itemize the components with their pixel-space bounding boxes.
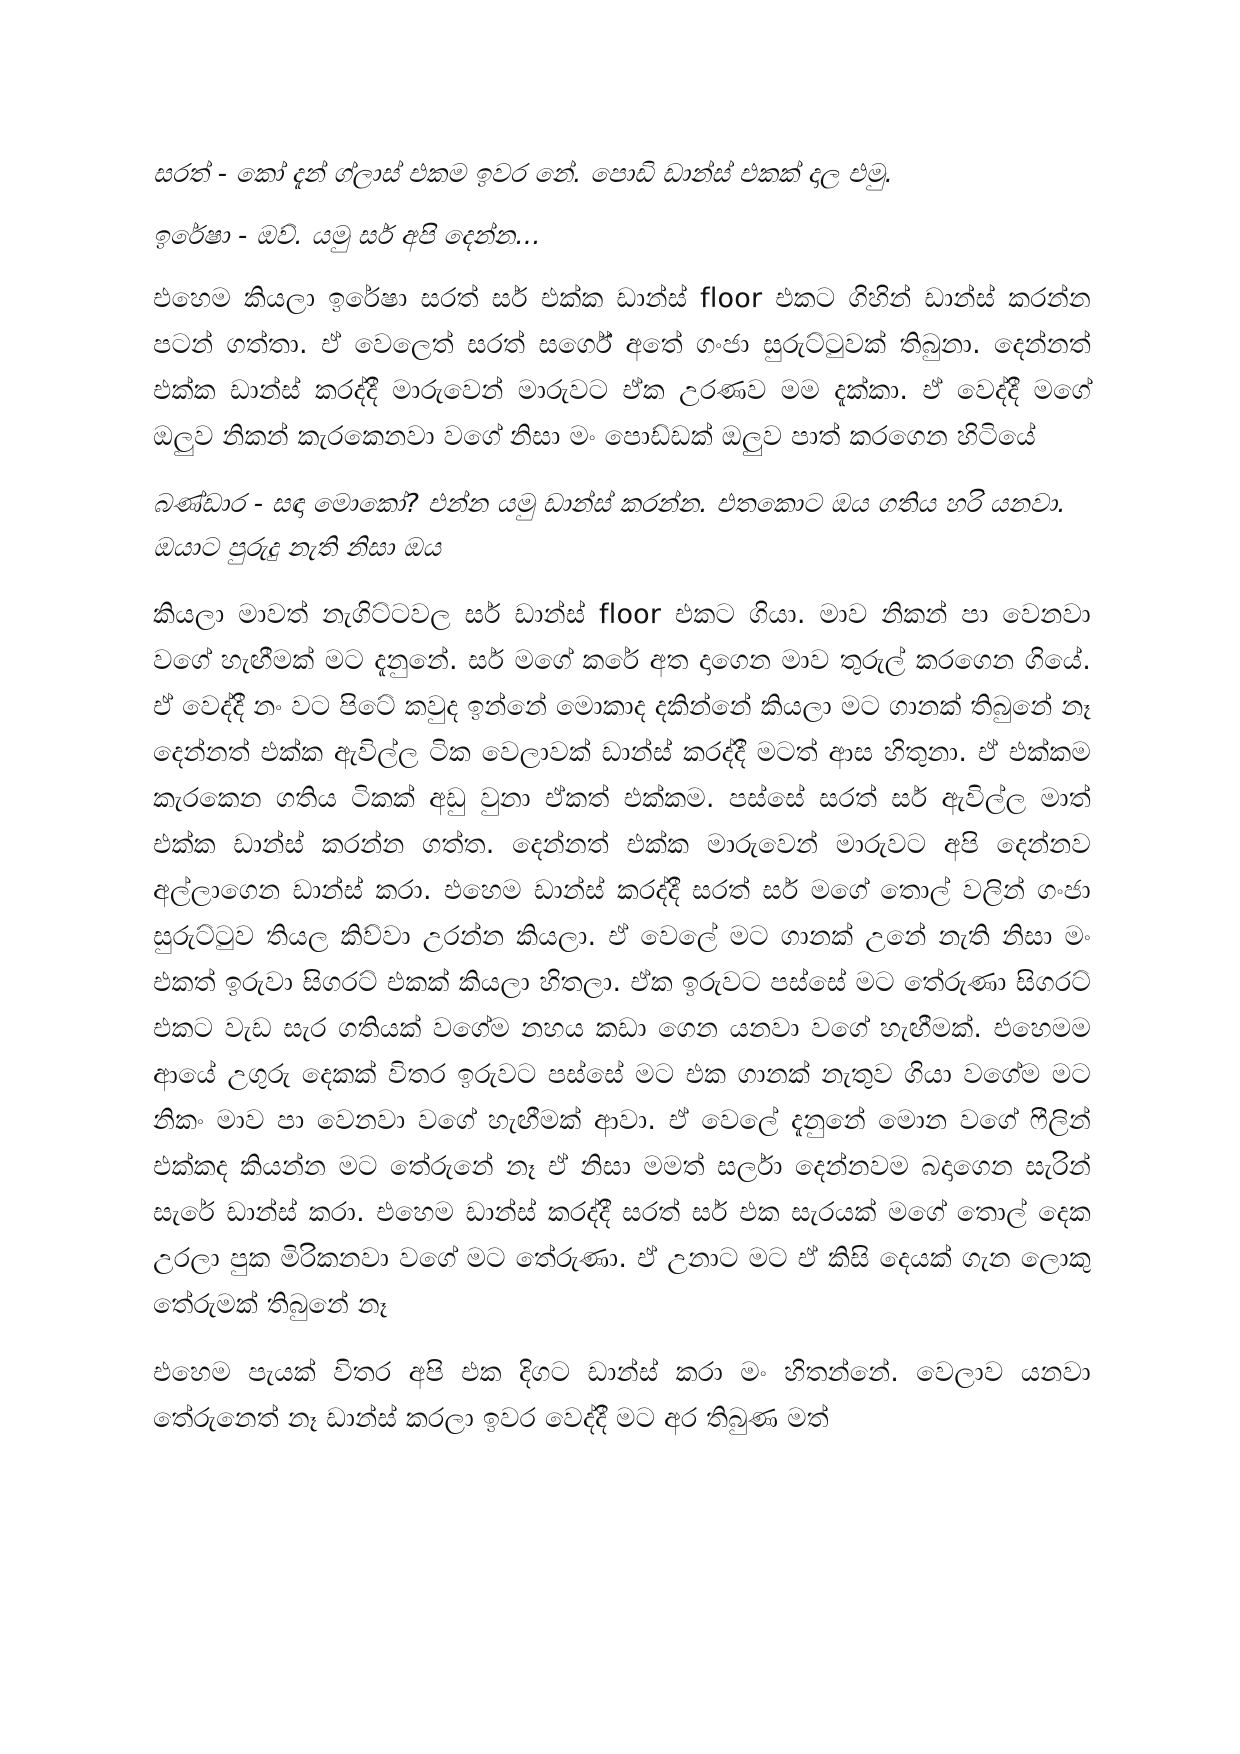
dialogue-line-sarath: සරත් - කෝ දැන් ග්ලාස් එකම ඉවර නේ. පොඩි ඩාන්ස් එකක් දාල එමු. [153, 159, 894, 189]
dialogue-line-iresha: ඉරේෂා - ඔව්. යමු සර් අපි දෙන්න... [153, 221, 541, 251]
document-body [153, 152, 1091, 1464]
dialogue-line-bandara: බණ්ඩාර - සඳා මොකෝ? එන්න යමු ඩාන්ස් කරන්න. එතකොට ඔය ගතිය හරි යනවා. ඔයාට පුරුදු නැති නිසා ඔය [153, 489, 1066, 563]
narrative-paragraph: එහෙම කියලා ඉරේෂා සරත් සර් එක්ක ඩාන්ස් floor එකට ගිහින් ඩාන්ස් කරන්න පටන් ගත්තා. ඒ වෙලෙත් සරත් සර්ගේ අතේ ගංජා සුරුට්ටුවක් තිබුනා. දෙන්නත් එක්ක ඩාන්ස් කරද්දී මාරුවෙන් මාරුවට ඒක උරණව මම දැක්කා. ඒ වෙද්දී මගේ ඔලුව නිකන් කැරකෙනවා වගේ නිසා මං පොඩ්ඩක් ඔලුව පාත් කරගෙන හිටියේ [153, 283, 1091, 452]
narrative-paragraph: කියලා මාවත් නැගිට්ටවල සර් ඩාන්ස් floor එකට ගියා. මාව නිකන් පා වෙනවා වගේ හැඟීමක් මට දැනුනේ. සර් මගේ කරේ අත දාගෙන මාව තුරුල් කරගෙන ගියේ. ඒ වෙද්දී නං වට පිටේ කවුද ඉන්නේ මොකාද දකින්නේ කියලා මට ගානක් තිබුනේ නෑ දෙන්නත් එක්ක ඇවිල්ල ටික වෙලාවක් ඩාන්ස් කරද්දී මටත් ආස හිතුනා. ඒ එක්කම කැරකෙන ගතිය ටිකක් අඩු වුනා ඒකත් එක්කම. පස්සේ සරත් සර් ඇවිල්ල මාත් එක්ක ඩාන්ස් කරන්න ගත්ත. දෙන්නත් එක්ක මාරුවෙන් මාරුවට අපි දෙන්නව අල්ලාගෙන ඩාන්ස් කරා. එහෙම ඩාන්ස් කරද්දී සරත් සර් මගේ තොල් වලින් ගංජා සුරුට්ටුව තියල කිව්වා උරන්න කියලා. ඒ වෙලේ මට ගානක් උනේ නැති නිසා මං එකත් ඉරුවා සිගරට් එකක් කියලා හිතලා. ඒක ඉරුවට පස්සේ මට තේරුණා සිගරට් එකට වැඩ සැර ගතියක් වගේම නහය කඩා ගෙන යනවා වගේ හැඟීමක්. එහෙමම ආයේ උගුරු දෙකක් විතර ඉරුවට පස්සේ මට එක ගානක් නැතුව ගියා වගේම මට නිකං මාව පා වෙනවා වගේ හැඟීමක් ආවා. ඒ වෙලේ දැනුනේ මොන වගේ ෆීලින් එක්කද කියන්න මට තේරුනේ නෑ ඒ නිසා මමත් සර්ලා දෙන්නවම බදාගෙන සැරින් සැරේ ඩාන්ස් කරා. එහෙම ඩාන්ස් කරද්දී සරත් සර් එක සැරයක් මගේ තොල් දෙක උරලා පුක මිරිකනවා වගේ මට තේරුණා. ඒ උනාට මට ඒ කිසි දෙයක් ගැන ලොකු තේරුමක් තිබුනේ නෑ [153, 599, 1091, 1320]
narrative-paragraph: එහෙම පැයක් විතර අපි එක දිගට ඩාන්ස් කරා මං හිතන්නේ. වෙලාව යනවා තේරුනෙත් නෑ ඩාන්ස් කරලා ඉවර වෙද්දී මට අර තිබුණ මත් [153, 1357, 1091, 1434]
